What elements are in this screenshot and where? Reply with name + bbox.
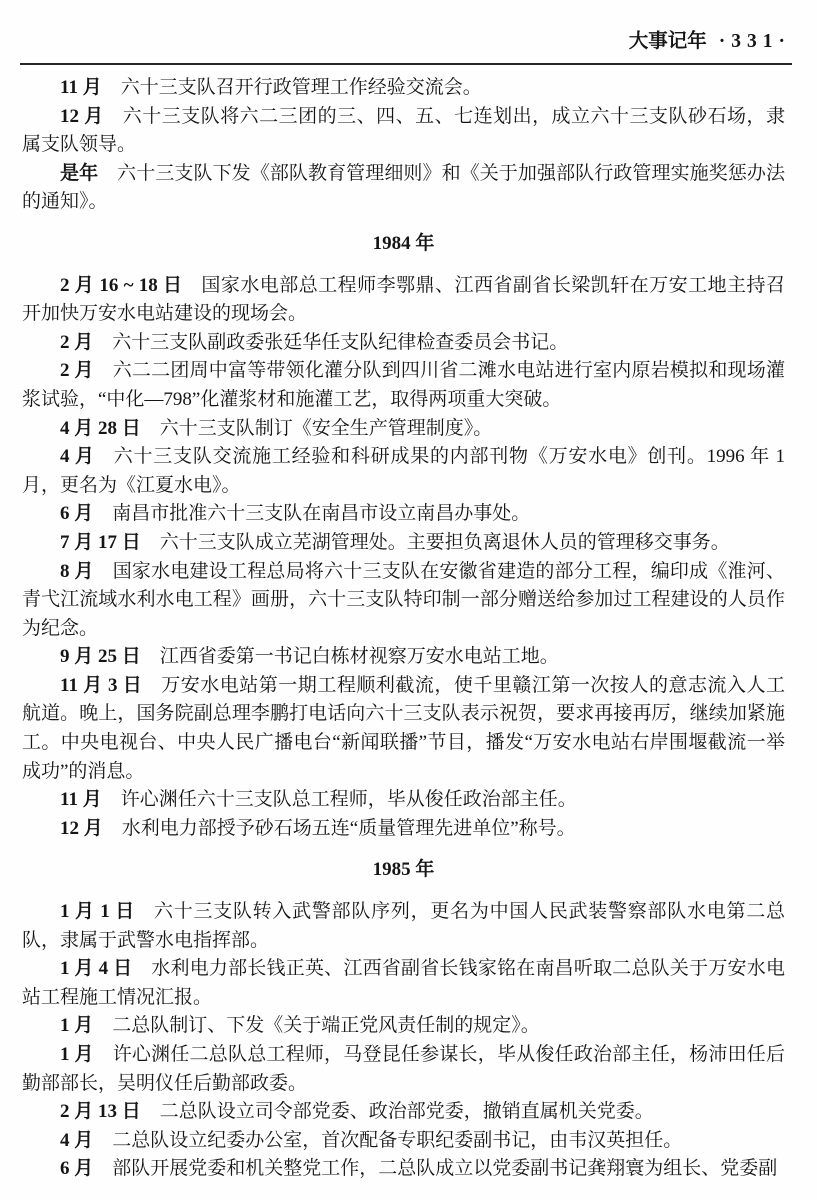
entry-text: 江西省委第一书记白栋材视察万安水电站工地。	[159, 646, 559, 668]
entry-date: 9 月 25 日	[60, 646, 141, 668]
entry-text: 六十三支队将六二三团的三、四、五、七连划出，成立六十三支队砂石场，隶属支队领导。	[22, 105, 785, 156]
chronicle-entry	[22, 329, 785, 358]
entry-date: 4 月 28 日	[60, 417, 141, 439]
entry-text: 六十三支队制订《安全生产管理制度》。	[159, 417, 493, 439]
chronicle-entry	[22, 1155, 785, 1184]
header-rule	[20, 63, 792, 65]
page-number: ·331·	[718, 31, 791, 52]
chronicle-entry	[22, 786, 785, 815]
chronicle-entry	[22, 160, 785, 217]
entry-date: 11 月 3 日	[60, 674, 143, 696]
chronicle-entry	[22, 898, 785, 955]
entry-text: 万安水电站第一期工程顺利截流，使千里赣江第一次按人的意志流入人工航道。晚上，国务院副总理李鹏打电话向六十三支队表示祝贺，要求再接再厉，继续加紧施工。中央电视台、中央人民广播电台“新闻联播”节目，播发“万安水电站右岸围堰截流一举成功”的消息。	[22, 674, 785, 782]
chronicle-entry	[22, 500, 785, 529]
entry-text: 六二二团周中富等带领化灌分队到四川省二滩水电站进行室内原岩模拟和现场灌浆试验，“中化—798”化灌浆材和施灌工艺，取得两项重大突破。	[22, 360, 785, 410]
entry-date: 11 月	[60, 789, 102, 811]
entry-text: 部队开展党委和机关整党工作，二总队成立以党委副书记龚翔寰为组长、党委副	[112, 1158, 778, 1180]
entry-date: 是年	[60, 162, 99, 184]
entry-date: 1 月 1 日	[60, 901, 135, 923]
entry-date: 11 月	[60, 77, 102, 98]
entry-text: 六十三支队下发《部队教育管理细则》和《关于加强部队行政管理实施奖惩办法的通知》。	[22, 162, 785, 213]
chronicle-entry	[22, 272, 785, 329]
entry-text: 许心渊任二总队总工程师，马登昆任参谋长，毕从俊任政治部主任，杨沛田任后勤部部长，吴明仪任后勤部政委。	[22, 1044, 785, 1094]
chronicle-entry	[22, 643, 785, 672]
entry-date: 12 月	[60, 817, 103, 839]
entry-date: 6 月	[60, 1158, 94, 1180]
chronicle-entry	[22, 529, 785, 558]
chronicle-entry	[22, 1098, 785, 1127]
entry-date: 1 月	[60, 1015, 94, 1037]
entry-date: 1 月 4 日	[60, 958, 133, 980]
year-heading: 1984 年	[372, 232, 435, 254]
entry-text: 许心渊任六十三支队总工程师，毕从俊任政治部主任。	[120, 789, 577, 811]
entry-date: 12 月	[60, 105, 104, 127]
entry-text: 二总队设立司令部党委、政治部党委，撤销直属机关党委。	[159, 1101, 654, 1123]
chronicle-entry	[22, 955, 785, 1012]
entry-date: 2 月	[60, 360, 94, 382]
chronicle-entry	[22, 415, 785, 444]
chronicle-body	[22, 74, 785, 1184]
chronicle-entry	[22, 815, 785, 844]
entry-date: 1 月	[60, 1044, 94, 1065]
entry-text: 南昌市批准六十三支队在南昌市设立南昌办事处。	[112, 503, 531, 525]
entry-text: 六十三支队副政委张廷华任支队纪律检查委员会书记。	[112, 331, 569, 353]
entry-date: 4 月	[60, 1129, 94, 1151]
chronicle-entry	[22, 443, 785, 500]
chronicle-entry	[22, 558, 785, 644]
entry-text: 六十三支队交流施工经验和科研成果的内部刊物《万安水电》创刊。1996 年 1 月，更名为《江夏水电》。	[22, 446, 785, 496]
entry-text: 六十三支队成立芜湖管理处。主要担负离退休人员的管理移交事务。	[159, 531, 730, 553]
chronicle-entry	[22, 1127, 785, 1156]
chronicle-entry	[22, 74, 785, 103]
entry-date: 7 月 17 日	[60, 531, 141, 553]
chronicle-entry	[22, 1041, 785, 1098]
running-head	[629, 30, 791, 54]
chronicle-entry	[22, 357, 785, 414]
entry-text: 六十三支队召开行政管理工作经验交流会。	[120, 77, 482, 98]
entry-date: 6 月	[60, 503, 94, 525]
chronicle-entry	[22, 103, 785, 160]
entry-date: 2 月	[60, 331, 94, 353]
entry-date: 8 月	[60, 560, 94, 582]
chronicle-entry	[22, 672, 785, 786]
entry-text: 六十三支队转入武警部队序列，更名为中国人民武装警察部队水电第二总队，隶属于武警水电指挥部。	[22, 901, 785, 951]
entry-text: 二总队制订、下发《关于端正党风责任制的规定》。	[112, 1015, 540, 1037]
year-heading: 1985 年	[372, 859, 435, 881]
entry-date: 2 月 16 ~ 18 日	[60, 274, 183, 296]
entry-text: 水利电力部长钱正英、江西省副省长钱家铭在南昌听取二总队关于万安水电站工程施工情况汇报。	[22, 958, 785, 1008]
entry-text: 国家水电建设工程总局将六十三支队在安徽省建造的部分工程，编印成《淮河、青弋江流域水利水电工程》画册，六十三支队特印制一部分赠送给参加过工程建设的人员作为纪念。	[22, 560, 785, 639]
entry-date: 4 月	[60, 446, 95, 468]
chronicle-entry	[22, 1012, 785, 1041]
entry-date: 2 月 13 日	[60, 1101, 141, 1123]
entry-text: 水利电力部授予砂石场五连“质量管理先进单位”称号。	[121, 817, 576, 839]
entry-text: 二总队设立纪委办公室，首次配备专职纪委副书记，由韦汉英担任。	[112, 1129, 683, 1151]
section-title: 大事记年	[628, 31, 707, 52]
entry-text: 国家水电部总工程师李鄂鼎、江西省副省长梁凯轩在万安工地主持召开加快万安水电站建设的现场会。	[22, 274, 785, 325]
